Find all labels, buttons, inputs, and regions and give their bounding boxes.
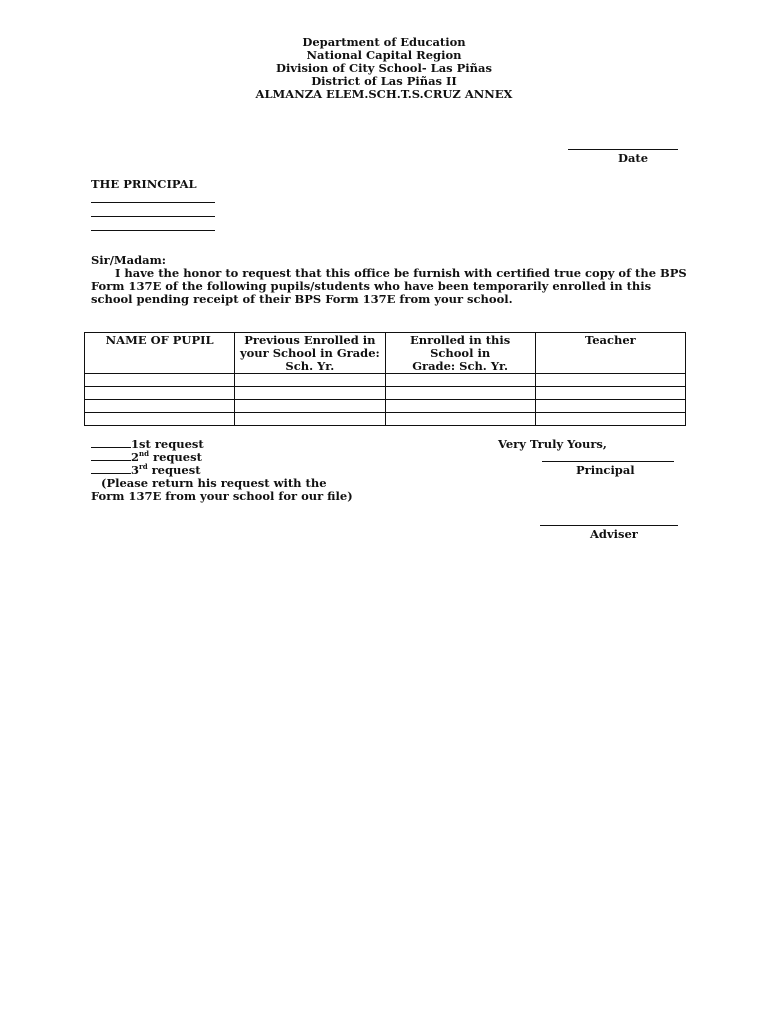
letterhead-department: Department of Education: [302, 35, 466, 49]
table-cell: [385, 387, 535, 400]
adviser-signature-line: [540, 514, 678, 526]
body-line-3: school pending receipt of their BPS Form 137E from your school.: [91, 292, 513, 306]
column-header-enrolled-in-this-school: Enrolled in this School in Grade: Sch. Yr.: [385, 333, 535, 374]
adviser-label: Adviser: [590, 527, 638, 541]
column-header-name-of-pupil: NAME OF PUPIL: [85, 333, 235, 374]
table-cell: [385, 413, 535, 426]
letterhead-school: ALMANZA ELEM.SCH.T.S.CRUZ ANNEX: [255, 87, 513, 101]
table-cell: [235, 387, 385, 400]
request-note-line-2: Form 137E from your school for our file): [91, 489, 353, 503]
addressee-blank-line-2: [91, 205, 215, 217]
table-row: [85, 413, 686, 426]
date-label: Date: [618, 151, 649, 165]
salutation: Sir/Madam:: [91, 253, 167, 267]
request-note-line-1: (Please return his request with the: [101, 476, 327, 490]
addressee-title: THE PRINCIPAL: [91, 177, 197, 191]
letterhead-district: District of Las Piñas II: [311, 74, 457, 88]
letterhead-division: Division of City School- Las Piñas: [276, 61, 492, 75]
table-row: [85, 374, 686, 387]
request-blank-3: [91, 473, 131, 474]
addressee-blank-line-1: [91, 191, 215, 203]
request-line-3: 3rd request: [91, 464, 201, 477]
addressee-blank-line-3: [91, 219, 215, 231]
column-header-previous-enrolled: Previous Enrolled in your School in Grade: Sch. Yr.: [235, 333, 385, 374]
request-line-1: 1st request: [91, 438, 204, 451]
request-blank-2: [91, 460, 131, 461]
request-line-2: 2nd request: [91, 451, 202, 464]
table-cell: [385, 400, 535, 413]
principal-label: Principal: [576, 463, 635, 477]
date-blank-line: [568, 138, 678, 150]
body-line-1: I have the honor to request that this office be furnish with certified true copy of the BPS: [115, 266, 687, 280]
table-cell: [385, 374, 535, 387]
table-cell: [535, 374, 685, 387]
body-line-2: Form 137E of the following pupils/students who have been temporarily enrolled in this: [91, 279, 652, 293]
table-cell: [535, 387, 685, 400]
table-cell: [85, 413, 235, 426]
table-cell: [235, 374, 385, 387]
table-cell: [85, 400, 235, 413]
pupil-table: [84, 332, 686, 426]
table-cell: [235, 400, 385, 413]
letterhead: [0, 36, 768, 101]
table-cell: [85, 374, 235, 387]
table-row: [85, 400, 686, 413]
table-cell: [535, 413, 685, 426]
column-header-teacher: Teacher: [535, 333, 685, 374]
table-cell: [85, 387, 235, 400]
table-cell: [235, 413, 385, 426]
table-row: [85, 387, 686, 400]
request-blank-1: [91, 447, 131, 448]
closing: Very Truly Yours,: [498, 437, 607, 451]
table-header-row: [85, 333, 686, 374]
table-cell: [535, 400, 685, 413]
letterhead-region: National Capital Region: [306, 48, 462, 62]
principal-signature-line: [542, 450, 674, 462]
